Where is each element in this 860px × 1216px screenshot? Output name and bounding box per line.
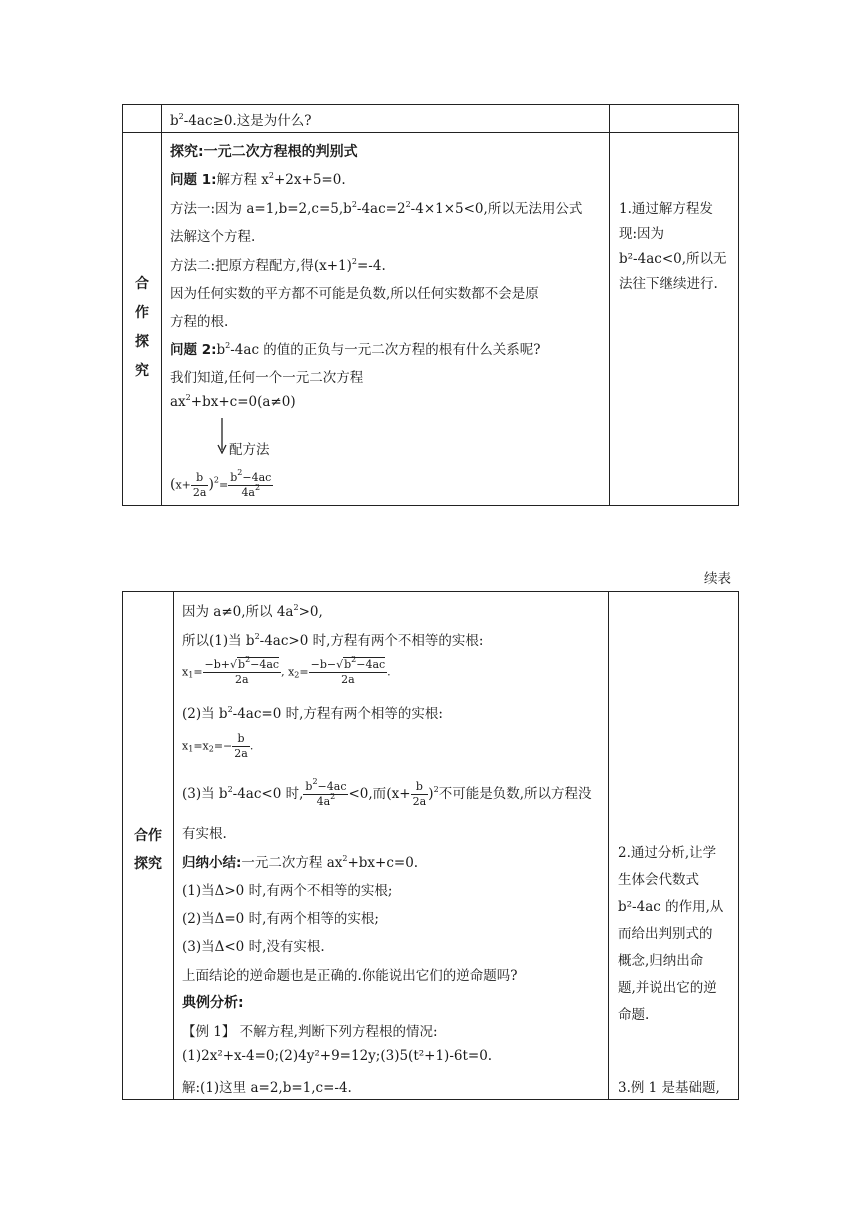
method-2: 方法二:把原方程配方,得$(x+1)^2=-4$. bbox=[170, 257, 386, 274]
solution: 解:(1)这里 a=2,b=1,c=-4. bbox=[182, 1080, 352, 1096]
row1-text: $b^2-4ac\ge 0$.这是为什么? bbox=[170, 112, 312, 129]
case-2-text: (2)当 $b^2-4ac=0$ 时,方程有两个相等的实根: bbox=[182, 705, 443, 722]
teaching-note-2: 2.通过分析,让学 生体会代数式 b²-4ac 的作用,从 而给出判别式的 概念,归纳出命 题,并说出它的逆 命题. bbox=[618, 845, 724, 1023]
teaching-note-3: 3.例 1 是基础题, bbox=[618, 1080, 720, 1096]
general-equation: $ax^2+bx+c=0(a\ne 0)$ bbox=[170, 393, 296, 410]
converse-question: 上面结论的逆命题也是正确的.你能说出它们的逆命题吗? bbox=[182, 968, 518, 984]
method-1: 方法一:因为 $a=1,b=2,c=5,b^2-4ac=2^2-4\times 1\times 5<0$,所以无法用公式 bbox=[170, 200, 583, 217]
question-2: 问题 $2:b^2-4ac$ 的值的正负与一元二次方程的根有什么关系呢? bbox=[170, 341, 541, 358]
question-1: 问题 1:解方程 $x^2+2x+5=0$. bbox=[170, 171, 346, 188]
example-heading: 典例分析: bbox=[182, 995, 244, 1011]
table-2 bbox=[122, 591, 739, 1100]
table-1 bbox=[122, 104, 739, 506]
summary-2: (2)当Δ=0 时,有两个相等的实根; bbox=[182, 911, 379, 927]
method-1-cont: 法解这个方程. bbox=[170, 229, 256, 245]
reason-line-1: 因为任何实数的平方都不可能是负数,所以任何实数都不会是原 bbox=[170, 286, 539, 302]
case-1-text: 所以(1)当 $b^2-4ac>0$ 时,方程有两个不相等的实根: bbox=[182, 632, 484, 649]
arrow-label: 配方法 bbox=[229, 442, 270, 458]
summary-3: (3)当Δ<0 时,没有实根. bbox=[182, 939, 325, 955]
section-label-2: 合作 探究 bbox=[134, 828, 162, 872]
teaching-note-1: 1.通过解方程发 现:因为 b²-4ac<0,所以无 法往下继续进行. bbox=[619, 201, 727, 292]
continued-label: 续表 bbox=[704, 571, 731, 587]
line-a-nonzero: 因为 a≠0,所以 $4a^2>0$, bbox=[182, 603, 323, 620]
example-1: 【例 1】 不解方程,判断下列方程根的情况: bbox=[182, 1024, 438, 1040]
case-1-roots: $x_1=$ $\frac{-b+√b^2-4ac}{2a}$ , $x_2=$ $\frac{-b-√b^2-4ac}{2a}$ . bbox=[182, 655, 391, 686]
down-arrow-icon bbox=[216, 418, 228, 454]
case-3-cont: 有实根. bbox=[182, 826, 227, 842]
summary-1: (1)当Δ>0 时,有两个不相等的实根; bbox=[182, 883, 393, 899]
reason-line-2: 方程的根. bbox=[170, 314, 229, 330]
case-2-roots: $x_1=x_2=-$ $\frac{b}{2a}$ . bbox=[182, 732, 254, 760]
summary: 归纳小结:一元二次方程 $ax^2+bx+c=0$. bbox=[182, 854, 419, 871]
know-line: 我们知道,任何一个一元二次方程 bbox=[170, 370, 364, 386]
example-1-equations: (1)2x²+x-4=0;(2)4y²+9=12y;(3)5(t²+1)-6t=0. bbox=[182, 1048, 493, 1064]
heading: 探究:一元二次方程根的判别式 bbox=[170, 144, 358, 160]
section-label: 合 作 探 究 bbox=[135, 276, 149, 379]
completed-square-formula: (x+ $\frac{b}{2a}$ )$^2$= $\frac{b^2-4ac}{4a^2}$ bbox=[170, 468, 272, 499]
case-3-text: (3)当 $b^2-4ac<0$ 时, $\frac{b^2-4ac}{4a^2}$ <0,而(x+ $\frac{b}{2a}$ )$^2$不可能是负数,所以方程没 bbox=[182, 777, 592, 808]
